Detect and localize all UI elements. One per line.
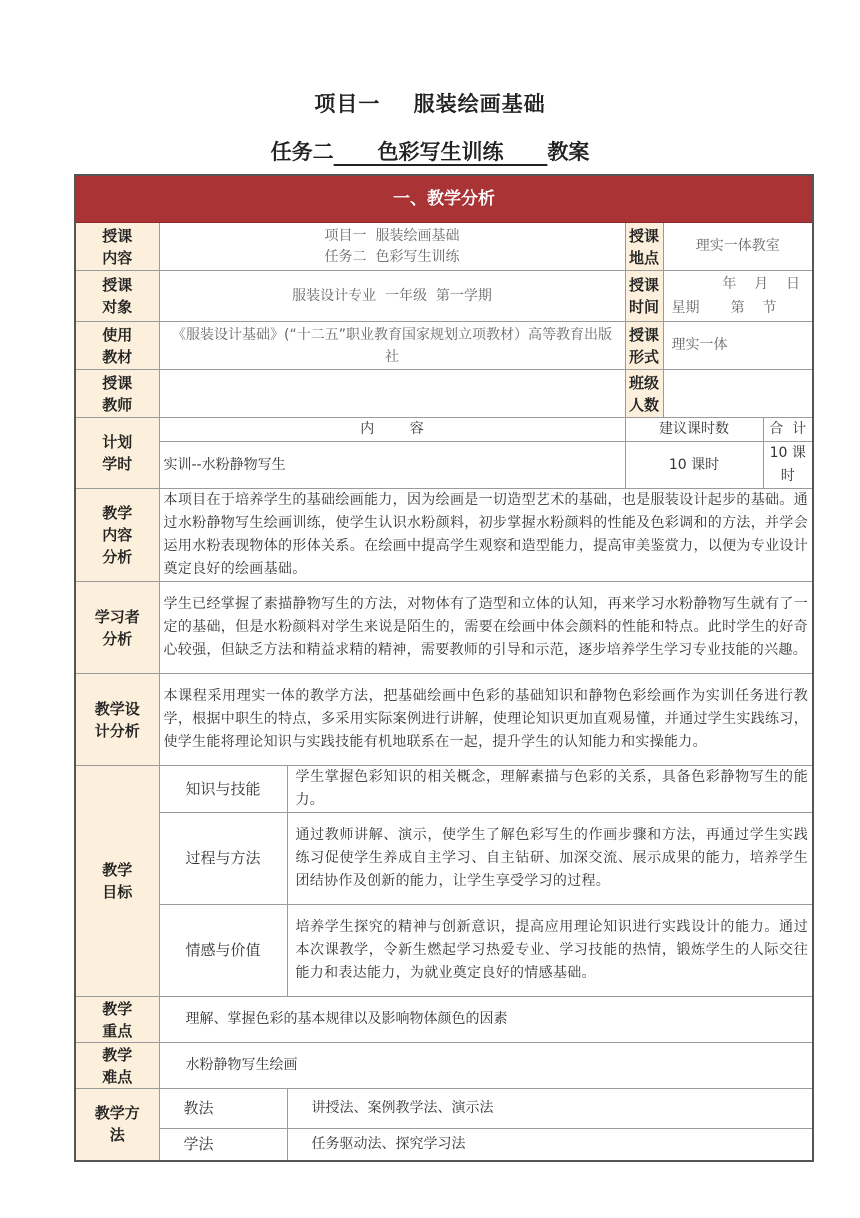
subtitle-task: 色彩写生训练 [333,140,548,164]
label-design-analysis: 教学设 计分析 [75,674,159,766]
time-line-1: 年 月 日 [722,276,800,292]
value-object: 服装设计专业 一年级 第一学期 [159,271,625,322]
value-class-size [663,370,813,418]
text-emotion: 培养学生探究的精神与创新意识，提高应用理论知识进行实践设计的能力。通过本次课教学，令新生燃起学习热爱专业、学习技能的热情，锻炼学生的人际交往能力和表达能力，为就业奠定良好的情感基础。 [287,905,813,997]
label-teacher: 授课 教师 [75,370,159,418]
section-title: 一、教学分析 [75,175,813,223]
label-plan-hours: 计划 学时 [75,418,159,489]
row-goal-process [75,813,813,905]
label-time: 授课 时间 [625,271,663,322]
lesson-plan-table [74,174,814,1162]
label-content-analysis: 教学 内容 分析 [75,489,159,582]
plan-col-content: 内 容 [159,418,625,442]
label-goals: 教学 目标 [75,766,159,997]
text-focus: 理解、掌握色彩的基本规律以及影响物体颜色的因素 [159,997,813,1043]
document-title: 项目一 服装绘画基础 [314,92,546,116]
label-knowledge: 知识与技能 [159,766,287,813]
content-line-2: 任务二 色彩写生训练 [324,248,460,265]
row-content-analysis [75,489,813,582]
value-time [663,271,813,322]
text-difficulty: 水粉静物写生绘画 [159,1043,813,1089]
document-subtitle [0,136,860,166]
subtitle-prefix: 任务二 [270,140,334,164]
plan-col-total: 合 计 [763,418,813,442]
row-design-analysis [75,674,813,766]
value-form: 理实一体 [663,322,813,370]
row-goal-emotion [75,905,813,997]
section-header-row [75,175,813,223]
row-content [75,223,813,271]
label-content: 授课 内容 [75,223,159,271]
row-focus [75,997,813,1043]
content-line-1: 项目一 服装绘画基础 [324,227,460,244]
label-location: 授课 地点 [625,223,663,271]
text-content-analysis: 本项目在于培养学生的基础绘画能力，因为绘画是一切造型艺术的基础，也是服装设计起步的基础。通过水粉静物写生绘画训练，使学生认识水粉颜料，初步掌握水粉颜料的性能及色彩调和的方法，并学会运用水粉表现物体的形体关系。在绘画中提高学生观察和造型能力，提高审美鉴赏力，以便为专业设计奠定良好的绘画基础。 [159,489,813,582]
plan-item: 实训--水粉静物写生 [159,442,625,489]
plan-col-hours: 建议课时数 [625,418,763,442]
row-method-learn [75,1129,813,1161]
label-teach: 教法 [159,1089,287,1129]
label-process: 过程与方法 [159,813,287,905]
label-emotion: 情感与价值 [159,905,287,997]
text-design-analysis: 本课程采用理实一体的教学方法，把基础绘画中色彩的基础知识和静物色彩绘画作为实训任务进行教学，根据中职生的特点，多采用实际案例进行讲解，使理论知识更加直观易懂，并通过学生实践练习，使学生能将理论知识与实践技能有机地联系在一起，提升学生的认知能力和实操能力。 [159,674,813,766]
row-plan-item [75,442,813,489]
value-content [159,223,625,271]
label-material: 使用 教材 [75,322,159,370]
row-plan-header [75,418,813,442]
label-difficulty: 教学 难点 [75,1043,159,1089]
row-learner-analysis [75,582,813,674]
text-process: 通过教师讲解、演示，使学生了解色彩写生的作画步骤和方法，再通过学生实践练习促使学生养成自主学习、自主钻研、加深交流、展示成果的能力，培养学生团结协作及创新的能力，让学生享受学习的过程。 [287,813,813,905]
text-teach: 讲授法、案例教学法、演示法 [287,1089,813,1129]
plan-total: 10 课时 [763,442,813,489]
label-focus: 教学 重点 [75,997,159,1043]
time-line-2: 星期 第 节 [671,300,777,316]
row-method-teach [75,1089,813,1129]
label-class-size: 班级 人数 [625,370,663,418]
row-difficulty [75,1043,813,1089]
text-learner-analysis: 学生已经掌握了素描静物写生的方法，对物体有了造型和立体的认知，再来学习水粉静物写生就有了一定的基础，但是水粉颜料对学生来说是陌生的，需要在绘画中体会颜料的性能和特点。此时学生的好奇心较强，但缺乏方法和精益求精的精神，需要教师的引导和示范，逐步培养学生学习专业技能的兴趣。 [159,582,813,674]
row-material [75,322,813,370]
subtitle-suffix: 教案 [547,140,590,164]
value-material: 《服装设计基础》(“十二五”职业教育国家规划立项教材）高等教育出版社 [159,322,625,370]
label-method: 教学方 法 [75,1089,159,1161]
row-object [75,271,813,322]
label-object: 授课 对象 [75,271,159,322]
label-form: 授课 形式 [625,322,663,370]
row-goal-knowledge [75,766,813,813]
row-teacher [75,370,813,418]
value-location: 理实一体教室 [663,223,813,271]
text-knowledge: 学生掌握色彩知识的相关概念，理解素描与色彩的关系，具备色彩静物写生的能力。 [287,766,813,813]
value-teacher [159,370,625,418]
lesson-plan-table-wrapper [74,174,812,1162]
plan-hours: 10 课时 [625,442,763,489]
label-learner-analysis: 学习者 分析 [75,582,159,674]
label-learn: 学法 [159,1129,287,1161]
text-learn: 任务驱动法、探究学习法 [287,1129,813,1161]
